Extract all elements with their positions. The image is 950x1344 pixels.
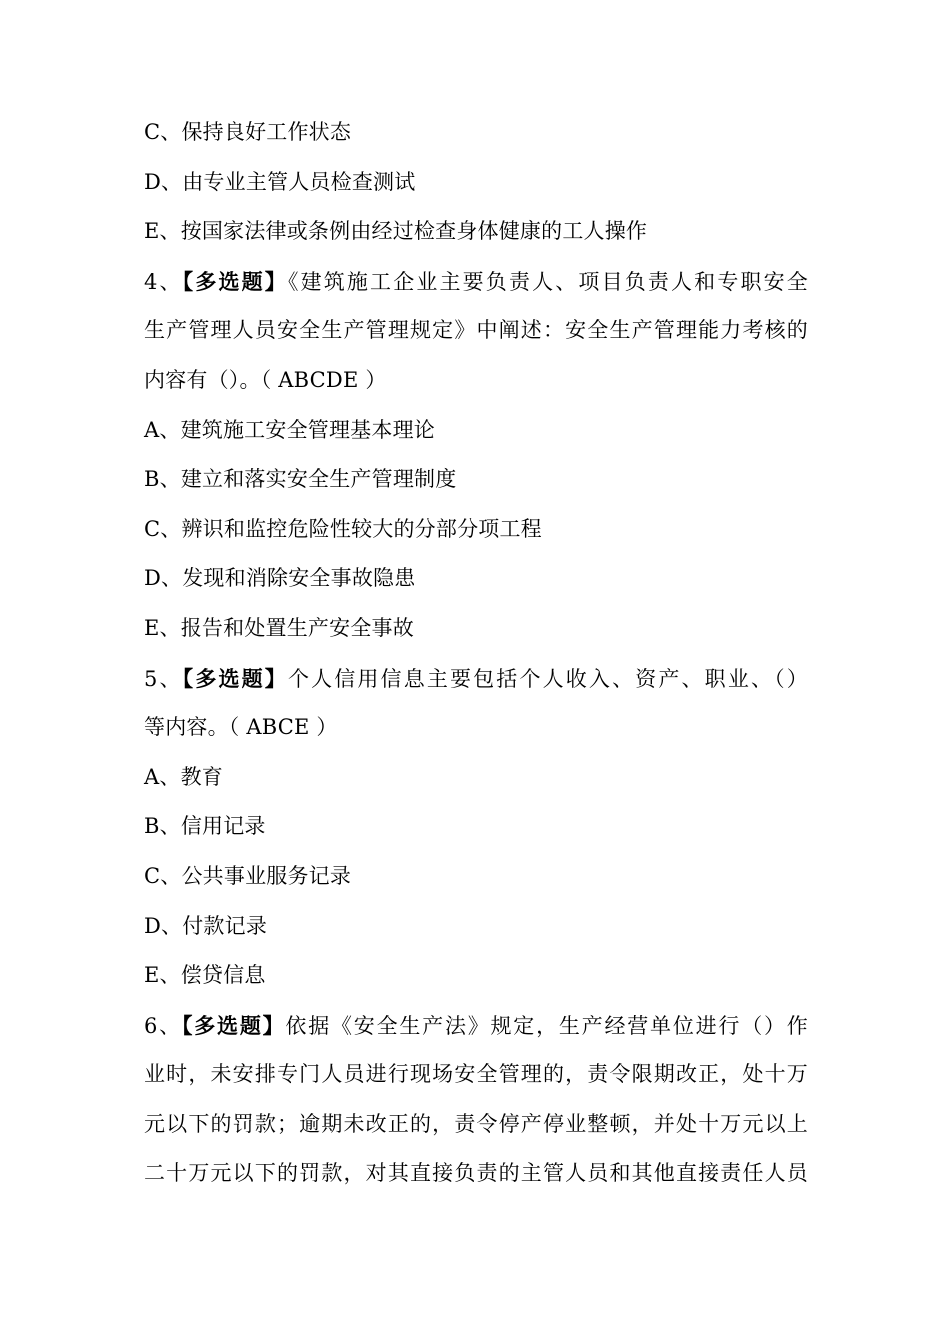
question-text-line: 元以下的罚款；逾期未改正的，责令停产停业整顿，并处十万元以上 [144,1111,808,1136]
question-type: 【多选题】 [181,1012,286,1038]
question-text-line: 二十万元以下的罚款，对其直接负责的主管人员和其他直接责任人员 [144,1161,808,1186]
question-5-line: 5、【多选题】个人信用信息主要包括个人收入、资产、职业、（） [144,665,808,691]
option-line: E、报告和处置生产安全事故 [144,615,414,640]
question-number: 5、 [144,666,183,691]
option-line: B、信用记录 [144,814,266,839]
option-line: D、由专业主管人员检查测试 [144,169,416,194]
option-line: A、教育 [144,764,223,789]
option-line: A、建筑施工安全管理基本理论 [144,417,435,442]
option-line: C、保持良好工作状态 [144,120,352,144]
option-line: B、建立和落实安全生产管理制度 [144,467,457,492]
question-number: 4、 [144,269,183,294]
question-answer-line: 等内容。（ ABCE ） [144,715,338,740]
option-line: E、偿贷信息 [144,963,266,988]
question-type: 【多选题】 [182,268,288,294]
question-text-line: 生产管理人员安全生产管理规定》中阐述：安全生产管理能力考核的 [144,318,808,343]
option-line: C、辨识和监控危险性较大的分部分项工程 [144,516,542,541]
question-answer-line: 内容有（）。（ ABCDE ） [144,367,387,392]
question-6-line: 6、【多选题】依据《安全生产法》规定，生产经营单位进行（）作 [144,1012,808,1038]
question-text-line: 业时，未安排专门人员进行现场安全管理的，责令限期改正，处十万 [144,1062,808,1087]
option-line: C、公共事业服务记录 [144,863,352,888]
document-page [144,108,808,1199]
option-line: E、按国家法律或条例由经过检查身体健康的工人操作 [144,219,648,244]
option-line: D、付款记录 [144,913,268,938]
question-number: 6、 [144,1013,182,1038]
option-line: D、发现和消除安全事故隐患 [144,566,416,591]
question-type: 【多选题】 [182,665,288,691]
question-4-line: 4、【多选题】《建筑施工企业主要负责人、项目负责人和专职安全 [144,268,808,294]
